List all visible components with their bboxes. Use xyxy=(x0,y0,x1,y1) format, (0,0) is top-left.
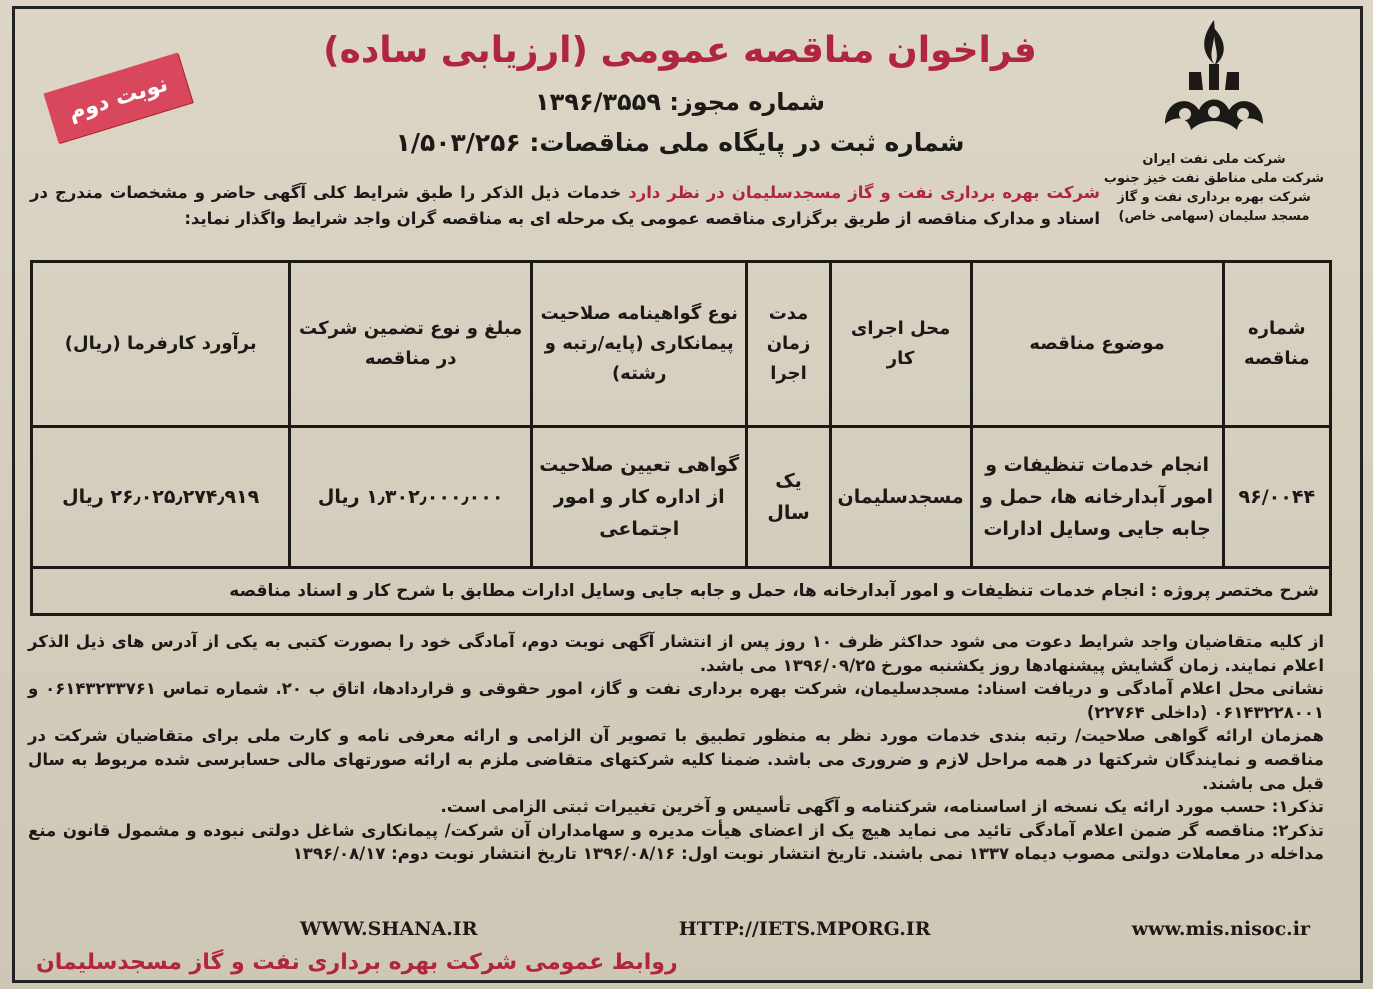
public-relations-footer: روابط عمومی شرکت بهره برداری نفت و گاز مسجدسلیمان xyxy=(36,950,678,975)
address-paragraph: نشانی محل اعلام آمادگی و دریافت اسناد: مسجدسلیمان، شرکت بهره برداری نفت و گاز، امور حقوقی و قراردادها، اتاق ب ۲۰. شماره تماس ۰۶۱۴۳۲۳۳۷۶۱ و ۰۶۱۴۳۲۲۸۰۰۱ (داخلی ۲۲۷۶۴) xyxy=(28,679,1324,722)
notice-body xyxy=(28,630,1324,866)
note-1: تذکر۱: حسب مورد ارائه یک نسخه از اساسنامه، شرکتنامه و آگهی تأسیس و آخرین تغییرات ثبتی الزامی است. xyxy=(440,797,1324,817)
url-nisoc[interactable]: www.mis.nisoc.ir xyxy=(1131,918,1310,940)
header-duration: مدت زمان اجرا xyxy=(747,262,830,427)
table-row xyxy=(32,427,1331,568)
requirements-paragraph: همزمان ارائه گواهی صلاحیت/ رتبه بندی خدمات مورد نظر به منظور تطبیق با تصویر آن الزامی و ارائه معرفی نامه و کارت ملی برای متقاضیان شرکت در مناقصه و نمایندگان شرکتها در همه مراحل لازم و ضروری می باشد. ضمنا کلیه شرکتهای متقاضی ملزم به ارائه صورتهای مالی حسابرسی شده مربوط به سال قبل می باشند. xyxy=(28,726,1324,793)
header-estimate: برآورد کارفرما (ریال) xyxy=(32,262,290,427)
company-logo-block xyxy=(1079,14,1349,226)
project-summary: شرح مختصر پروژه : انجام خدمات تنظیفات و امور آبدارخانه ها، حمل و جابه جایی وسایل ادارات مطابق با شرح کار و اسناد مناقصه xyxy=(32,568,1331,615)
cell-location: مسجدسلیمان xyxy=(830,427,971,568)
summary-row xyxy=(32,568,1331,615)
intro-company: شرکت بهره برداری نفت و گاز مسجدسلیمان در نظر دارد xyxy=(628,183,1100,202)
company-line: شرکت ملی نفت ایران xyxy=(1142,152,1286,167)
cell-subject: انجام خدمات تنظیفات و امور آبدارخانه ها، حمل و جابه جایی وسایل ادارات xyxy=(971,427,1223,568)
note-2: تذکر۲: مناقصه گر ضمن اعلام آمادگی تائید می نماید هیچ یک از اعضای هیأت مدیره و سهامداران آن شرکت/ پیمانکاری شاغل دولتی نبوده و مشمول قانون منع مداخله در معاملات دولتی مصوب دیماه ۱۳۳۷ نمی باشند. تاریخ انتشار نوبت اول: ۱۳۹۶/۰۸/۱۶ تاریخ انتشار نوبت دوم: ۱۳۹۶/۰۸/۱۷ xyxy=(28,820,1324,864)
cell-duration: یک سال xyxy=(747,427,830,568)
company-line: مسجد سلیمان (سهامی خاص) xyxy=(1118,209,1310,224)
cell-estimate: ۲۶٫۰۲۵٫۲۷۴٫۹۱۹ ریال xyxy=(32,427,290,568)
header-tender-number: شماره مناقصه xyxy=(1223,262,1330,427)
header-subject: موضوع مناقصه xyxy=(971,262,1223,427)
website-links xyxy=(300,918,1310,940)
intro-paragraph xyxy=(30,180,1100,232)
company-name-lines xyxy=(1079,150,1349,226)
url-shana[interactable]: WWW.SHANA.IR xyxy=(300,918,478,940)
notice-title: فراخوان مناقصه عمومی (ارزیابی ساده) xyxy=(323,30,1037,71)
permit-number: شماره مجوز: ۱۳۹۶/۳۵۵۹ xyxy=(535,88,825,116)
nioc-flame-logo-icon xyxy=(1079,14,1349,144)
second-round-badge: نوبت دوم xyxy=(43,53,192,144)
intro-text: خدمات ذیل الذکر را طبق شرایط کلی آگهی حاضر و مشخصات مندرج در اسناد و مدارک مناقصه از طریق برگزاری مناقصه عمومی یک مرحله ای به مناقصه گران واجد شرایط واگذار نماید: xyxy=(30,183,1100,228)
company-line: شرکت بهره برداری نفت و گاز xyxy=(1117,190,1311,205)
tender-table xyxy=(30,260,1332,616)
cell-guarantee: ۱٫۳۰۲٫۰۰۰٫۰۰۰ ریال xyxy=(290,427,532,568)
header-location: محل اجرای کار xyxy=(830,262,971,427)
cell-certificate: گواهی تعیین صلاحیت از اداره کار و امور اجتماعی xyxy=(531,427,747,568)
header-certificate: نوع گواهینامه صلاحیت پیمانکاری (پایه/رتبه و رشته) xyxy=(531,262,747,427)
invitation-paragraph: از کلیه متقاضیان واجد شرایط دعوت می شود حداکثر ظرف ۱۰ روز پس از انتشار آگهی نوبت دوم، آمادگی خود را بصورت کتبی به یکی از آدرس های ذیل الذکر اعلام نمایند. زمان گشایش پیشنهادها روز یکشنبه مورخ ۱۳۹۶/۰۹/۲۵ می باشد. xyxy=(28,632,1324,675)
url-iets[interactable]: HTTP://IETS.MPORG.IR xyxy=(678,918,931,940)
cell-tender-number: ۹۶/۰۰۴۴ xyxy=(1223,427,1330,568)
table-header-row xyxy=(32,262,1331,427)
registration-number: شماره ثبت در پایگاه ملی مناقصات: ۱/۵۰۳/۲۵۶ xyxy=(395,128,965,157)
company-line: شرکت ملی مناطق نفت خیز جنوب xyxy=(1103,171,1325,186)
header-guarantee: مبلغ و نوع تضمین شرکت در مناقصه xyxy=(290,262,532,427)
